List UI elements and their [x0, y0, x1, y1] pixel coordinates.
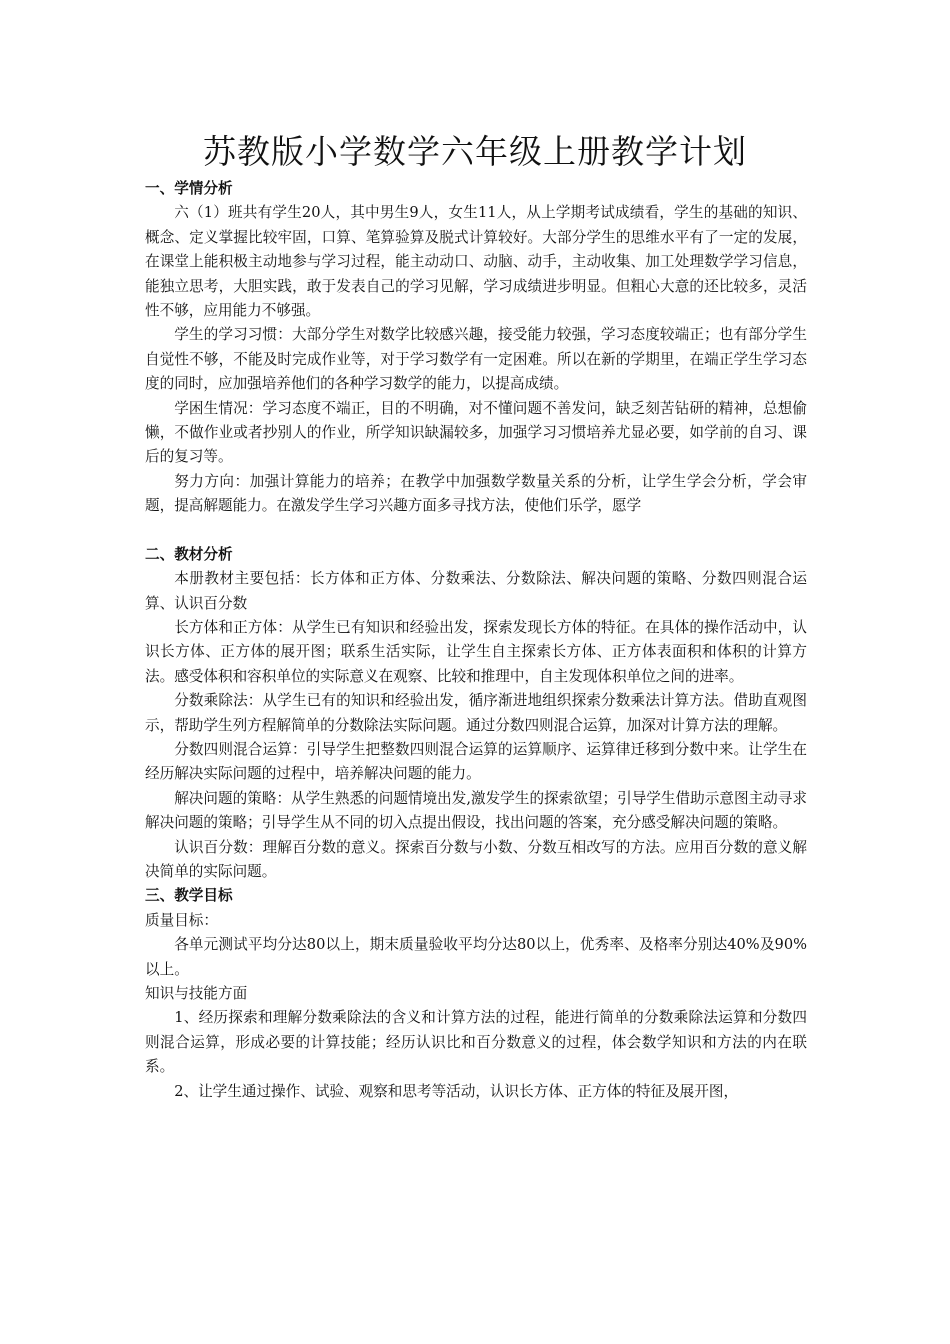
quality-goal-label: 质量目标： — [145, 911, 218, 929]
section-heading-textbook-analysis: 二、教材分析 — [145, 545, 233, 563]
section-spacer — [145, 519, 807, 543]
paragraph: 本册教材主要包括：长方体和正方体、分数乘法、分数除法、解决问题的策略、分数四则混合运算、认识百分数 — [145, 570, 807, 612]
paragraph: 学生的学习习惯：大部分学生对数学比较感兴趣，接受能力较强，学习态度较端正；也有部分学生自觉性不够，不能及时完成作业等，对于学习数学有一定困难。所以在新的学期里，在端正学生学习态度的同时，应加强培养他们的各种学习数学的能力，以提高成绩。 — [145, 326, 807, 393]
skills-label: 知识与技能方面 — [145, 985, 248, 1002]
paragraph: 学困生情况：学习态度不端正，目的不明确，对不懂问题不善发问，缺乏刻苦钻研的精神，总想偷懒，不做作业或者抄别人的作业，所学知识缺漏较多，加强学习习惯培养尤显必要，如学前的自习、课后的复习等。 — [145, 399, 807, 466]
document-title: 苏教版小学数学六年级上册教学计划 — [203, 132, 747, 171]
paragraph: 认识百分数：理解百分数的意义。探索百分数与小数、分数互相改写的方法。应用百分数的意义解决简单的实际问题。 — [145, 838, 807, 880]
paragraph: 努力方向：加强计算能力的培养；在教学中加强数学数量关系的分析，让学生学会分析，学会审题，提高解题能力。在激发学生学习兴趣方面多寻找方法，使他们乐学，愿学 — [145, 472, 807, 515]
section-heading-learning-analysis: 一、学情分析 — [145, 180, 233, 197]
paragraph: 各单元测试平均分达80以上，期末质量验收平均分达80以上，优秀率、及格率分别达40%及90%以上。 — [145, 936, 807, 978]
list-item: 2、让学生通过操作、试验、观察和思考等活动，认识长方体、正方体的特征及展开图， — [174, 1082, 739, 1100]
section-heading-teaching-goals: 三、教学目标 — [145, 887, 233, 905]
paragraph: 六（1）班共有学生20人，其中男生9人，女生11人，从上学期考试成绩看，学生的基础的知识、概念、定义掌握比较牢固，口算、笔算验算及脱式计算较好。大部分学生的思维水平有了一定的发展，在课堂上能积极主动地参与学习过程，能主动动口、动脑、动手，主动收集、加工处理数学学习信息，能独立思考，大胆实践，敢于发表自己的学习见解，学习成绩进步明显。但粗心大意的还比较多，灵活性不够，应用能力不够强。 — [145, 204, 807, 320]
paragraph: 长方体和正方体：从学生已有知识和经验出发，探索发现长方体的特征。在具体的操作活动中，认识长方体、正方体的展开图；联系生活实际，让学生自主探索长方体、正方体表面积和体积的计算方法。感受体积和容积单位的实际意义在观察、比较和推理中，自主发现体积单位之间的进率。 — [145, 618, 807, 685]
paragraph: 解决问题的策略：从学生熟悉的问题情境出发,激发学生的探索欲望；引导学生借助示意图主动寻求解决问题的策略；引导学生从不同的切入点提出假设，找出问题的答案，充分感受解决问题的策略。 — [145, 789, 807, 832]
paragraph: 分数乘除法：从学生已有的知识和经验出发，循序渐进地组织探索分数乘法计算方法。借助直观图示，帮助学生列方程解简单的分数除法实际问题。通过分数四则混合运算，加深对计算方法的理解。 — [145, 692, 807, 734]
paragraph: 分数四则混合运算：引导学生把整数四则混合运算的运算顺序、运算律迁移到分数中来。让学生在经历解决实际问题的过程中，培养解决问题的能力。 — [145, 740, 807, 783]
list-item: 1、经历探索和理解分数乘除法的含义和计算方法的过程，能进行简单的分数乘除法运算和分数四则混合运算，形成必要的计算技能；经历认识比和百分数意义的过程，体会数学知识和方法的内在联系。 — [145, 1009, 807, 1076]
document-body — [145, 177, 807, 1104]
